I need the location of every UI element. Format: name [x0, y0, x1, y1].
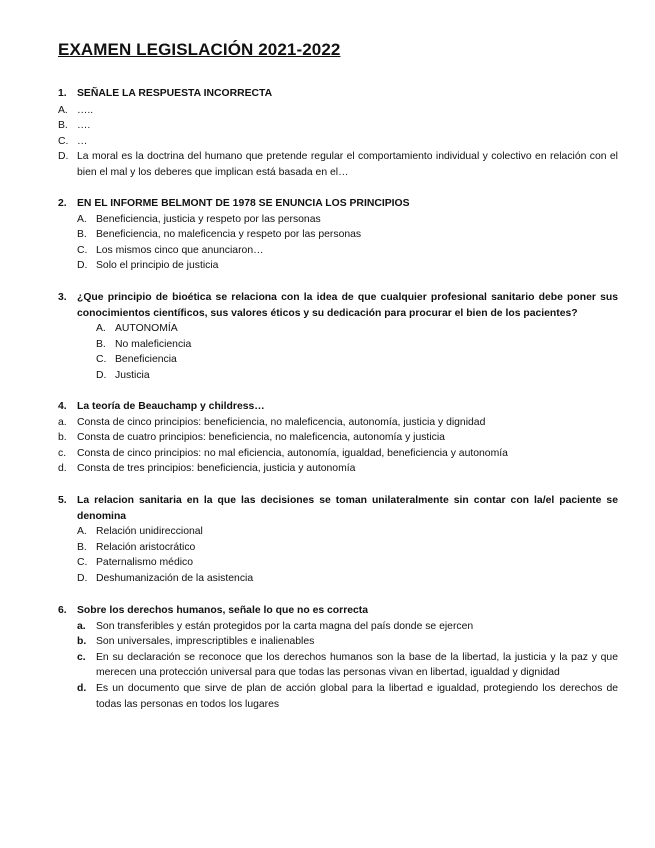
option-letter: C. [58, 135, 69, 147]
option-b [58, 430, 618, 446]
option-letter: A. [77, 526, 87, 538]
option-letter: c. [58, 447, 67, 459]
option-text: Beneficiencia [115, 354, 177, 366]
option-a [58, 619, 618, 635]
option-text: Paternalismo médico [96, 557, 194, 569]
page-title: EXAMEN LEGISLACIÓN 2021-2022 [58, 40, 341, 59]
option-b [58, 540, 618, 556]
option-text: AUTONOMÍA [115, 323, 178, 335]
option-text: Solo el principio de justicia [96, 260, 219, 272]
option-d [58, 149, 618, 180]
option-text: … [77, 135, 88, 147]
option-c [58, 352, 618, 368]
option-letter: A. [96, 323, 106, 335]
option-c [58, 650, 618, 681]
option-d [58, 368, 618, 384]
option-letter: C. [77, 557, 88, 569]
option-letter: D. [77, 260, 88, 272]
question-number: 5. [58, 495, 67, 506]
option-text: Son universales, imprescriptibles e inalienables [96, 636, 315, 648]
question-1 [58, 86, 618, 181]
option-text: ….. [77, 104, 94, 116]
question-header [58, 493, 618, 524]
option-text: En su declaración se reconoce que los derechos humanos son la base de la libertad, la justicia y la paz y que merecen una protección universal para que todas las personas vivan en libertad, igualdad y dignidad [96, 651, 618, 679]
option-letter: A. [58, 104, 68, 116]
option-letter: b. [77, 636, 87, 648]
option-letter: D. [96, 369, 107, 381]
question-text: EN EL INFORME BELMONT DE 1978 SE ENUNCIA LOS PRINCIPIOS [77, 198, 410, 209]
option-letter: C. [96, 354, 107, 366]
option-d [58, 258, 618, 274]
option-text: No maleficiencia [115, 338, 192, 350]
question-3 [58, 290, 618, 384]
option-text: Deshumanización de la asistencia [96, 572, 254, 584]
option-c [58, 446, 618, 462]
option-letter: b. [58, 432, 67, 444]
option-d [58, 681, 618, 712]
option-text: Relación unidireccional [96, 526, 203, 538]
question-header [58, 399, 618, 415]
question-5 [58, 493, 618, 587]
option-letter: A. [77, 213, 87, 225]
option-letter: d. [77, 682, 87, 694]
option-text: Consta de cinco principios: beneficiencia, no maleficencia, autonomía, justicia y dignidad [77, 416, 486, 428]
option-d [58, 461, 618, 477]
option-text: Son transferibles y están protegidos por la carta magna del país donde se ejercen [96, 620, 474, 632]
option-b [58, 227, 618, 243]
option-text: Consta de tres principios: beneficiencia, justicia y autonomía [77, 463, 356, 475]
option-text: Relación aristocrático [96, 541, 196, 553]
option-text: Consta de cuatro principios: beneficiencia, no maleficencia, autonomía y justicia [77, 432, 445, 444]
question-text: La relacion sanitaria en la que las decisiones se toman unilateralmente sin contar con la/el paciente se denomina [77, 495, 618, 522]
option-a [58, 103, 618, 119]
option-text: Beneficiencia, justicia y respeto por las personas [96, 213, 321, 225]
option-a [58, 321, 618, 337]
question-header [58, 603, 618, 619]
question-header [58, 196, 618, 212]
option-letter: D. [58, 151, 69, 163]
option-letter: B. [96, 338, 106, 350]
question-text: SEÑALE LA RESPUESTA INCORRECTA [77, 88, 273, 99]
option-a [58, 415, 618, 431]
option-text: …. [77, 120, 91, 132]
option-letter: d. [58, 463, 67, 475]
question-6 [58, 603, 618, 712]
option-letter: a. [58, 416, 67, 428]
question-header [58, 290, 618, 321]
question-number: 6. [58, 605, 67, 616]
option-letter: C. [77, 244, 88, 256]
question-text: La teoría de Beauchamp y childress… [77, 401, 265, 412]
option-text: Es un documento que sirve de plan de acción global para la libertad e igualdad, protegiendo los derechos de todas las personas en todos los lugares [96, 682, 618, 710]
question-number: 3. [58, 292, 67, 303]
question-text: Sobre los derechos humanos, señale lo que no es correcta [77, 605, 369, 616]
option-a [58, 524, 618, 540]
option-a [58, 212, 618, 228]
option-d [58, 571, 618, 587]
option-text: Beneficiencia, no maleficencia y respeto por las personas [96, 229, 362, 241]
option-letter: B. [58, 120, 68, 132]
option-b [58, 634, 618, 650]
option-letter: D. [77, 572, 88, 584]
option-c [58, 134, 618, 150]
option-letter: B. [77, 541, 87, 553]
option-b [58, 337, 618, 353]
option-text: Justicia [115, 369, 150, 381]
option-b [58, 118, 618, 134]
option-text: Consta de cinco principios: no mal eficiencia, autonomía, igualdad, beneficiencia y autonomía [77, 447, 508, 459]
option-letter: a. [77, 620, 86, 632]
question-text: ¿Que principio de bioética se relaciona con la idea de que cualquier profesional sanitario debe poner sus conocimientos científicos, sus valores éticos y su dedicación para procurar el bien de los pacientes? [77, 292, 618, 319]
question-4 [58, 399, 618, 477]
option-c [58, 243, 618, 259]
option-letter: B. [77, 229, 87, 241]
question-2 [58, 196, 618, 274]
option-letter: c. [77, 651, 86, 663]
option-c [58, 555, 618, 571]
question-number: 2. [58, 198, 67, 209]
option-text: La moral es la doctrina del humano que pretende regular el comportamiento individual y colectivo en relación con el bien el mal y los deberes que implican está basada en el… [77, 151, 618, 178]
question-header [58, 86, 618, 102]
question-number: 1. [58, 88, 67, 99]
question-number: 4. [58, 401, 67, 412]
option-text: Los mismos cinco que anunciaron… [96, 244, 264, 256]
